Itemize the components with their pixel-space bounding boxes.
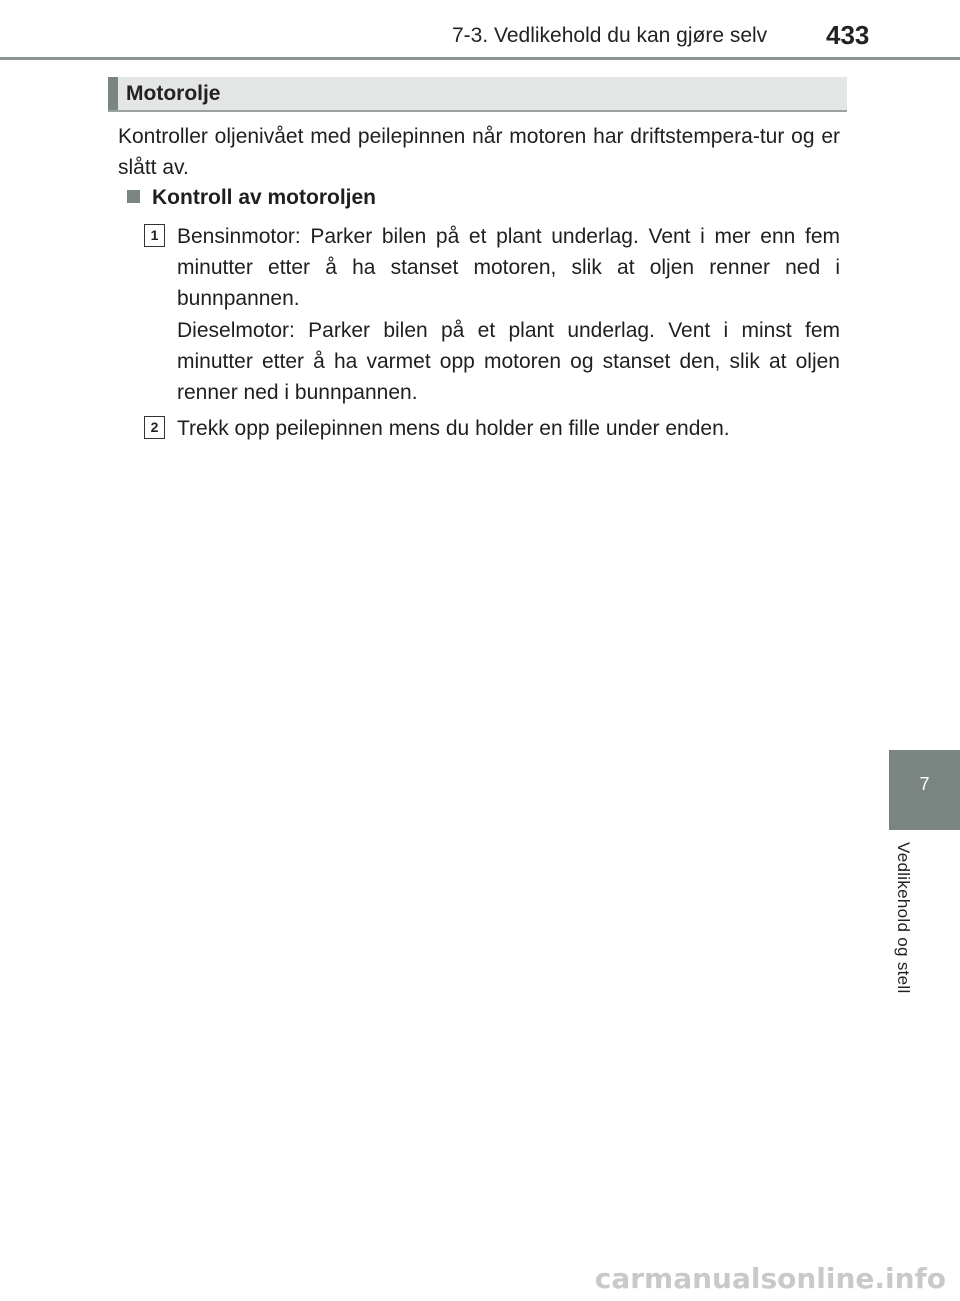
chapter-section-title: 7-3. Vedlikehold du kan gjøre selv: [452, 24, 768, 47]
chapter-side-tab: [889, 750, 960, 830]
watermark: carmanualsonline.info: [594, 1262, 946, 1295]
intro-paragraph: Kontroller oljenivået med peilepinnen når motoren har driftstempera-tur og er slått av.: [118, 125, 840, 179]
step-2-text: Trekk opp peilepinnen mens du holder en fille under enden.: [177, 417, 730, 440]
chapter-side-label: Vedlikehold og stell: [894, 842, 913, 994]
subsection-title: Kontroll av motoroljen: [152, 186, 377, 209]
subsection-heading: [127, 186, 376, 210]
page-number: 433: [826, 20, 870, 50]
step-1-petrol-text: Bensinmotor: Parker bilen på et plant underlag. Vent i mer enn fem minutter etter å ha stanset motoren, slik at oljen renner ned i bunnpannen.: [177, 225, 840, 310]
section-accent-stripe: [108, 77, 118, 110]
step-number-badge: 2: [144, 416, 165, 439]
step-number-badge: 1: [144, 224, 165, 247]
square-bullet-icon: [127, 190, 140, 203]
section-title: Motorolje: [126, 82, 221, 105]
step-1-diesel-text: Dieselmotor: Parker bilen på et plant underlag. Vent i minst fem minutter etter å ha varmet opp motoren og stanset den, slik at oljen renner ned i bunnpannen.: [177, 319, 840, 404]
section-heading-bar: [108, 77, 847, 112]
header-divider: [0, 57, 960, 60]
chapter-number: 7: [919, 774, 930, 794]
